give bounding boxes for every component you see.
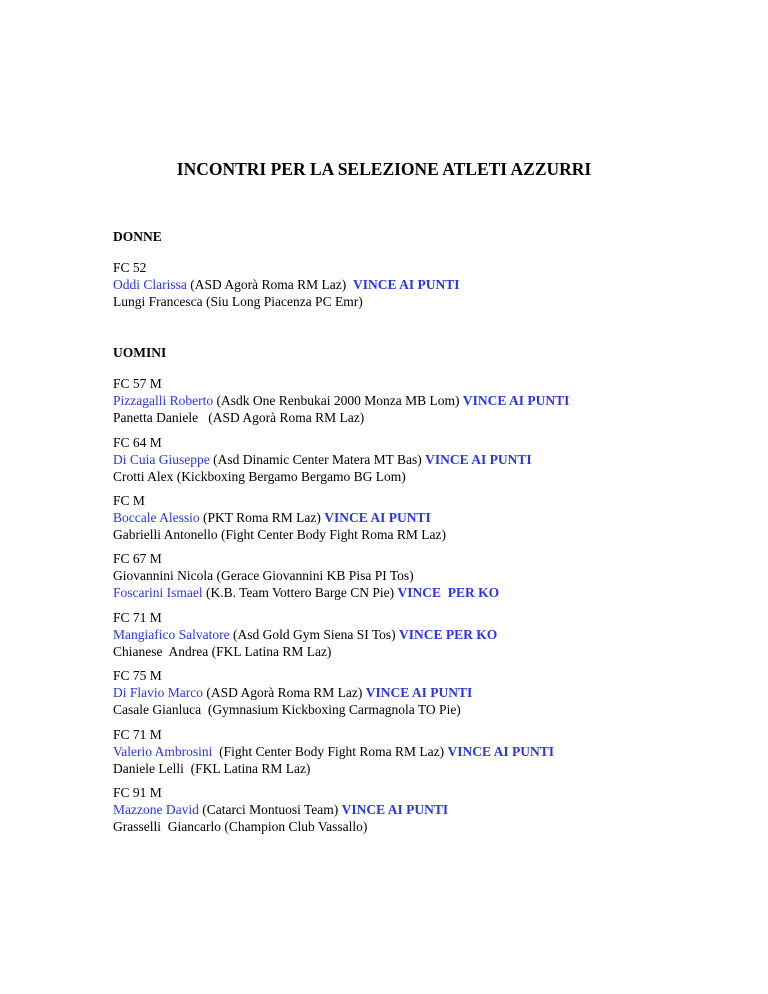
- athlete-club: Lungi Francesca (Siu Long Piacenza PC Emr): [113, 294, 363, 309]
- bout-second-line: [113, 643, 733, 660]
- bout-category: FC 57 M: [113, 376, 162, 391]
- athlete-club: Giovannini Nicola (Gerace Giovannini KB Pisa PI Tos): [113, 568, 414, 583]
- bout-entry: [113, 492, 733, 543]
- bout-second-line: [113, 584, 733, 601]
- result-label: VINCE AI PUNTI: [447, 744, 555, 759]
- result-label: VINCE AI PUNTI: [462, 393, 570, 408]
- bout-first-line: [113, 801, 733, 818]
- bout-entry: [113, 726, 733, 777]
- athlete-club: (ASD Agorà Roma RM Laz): [203, 685, 366, 700]
- bout-category: FC 71 M: [113, 727, 162, 742]
- bout-category: FC M: [113, 493, 145, 508]
- winner-name: Mazzone David: [113, 802, 199, 817]
- result-label: VINCE AI PUNTI: [324, 510, 431, 525]
- bout-second-line: [113, 760, 733, 777]
- section-heading-donne: DONNE: [113, 229, 162, 244]
- bout-entry: [113, 434, 733, 485]
- bout-second-line: [113, 293, 733, 310]
- bout-entry: [113, 375, 733, 426]
- bout-category: FC 64 M: [113, 435, 162, 450]
- athlete-club: (Fight Center Body Fight Roma RM Laz): [212, 744, 448, 759]
- bout-first-line: [113, 567, 733, 584]
- bout-category: FC 91 M: [113, 785, 162, 800]
- bout-first-line: [113, 451, 733, 468]
- bout-first-line: [113, 743, 733, 760]
- athlete-club: Casale Gianluca (Gymnasium Kickboxing Carmagnola TO Pie): [113, 702, 461, 717]
- bout-category: FC 71 M: [113, 610, 162, 625]
- athlete-club: Grasselli Giancarlo (Champion Club Vassallo): [113, 819, 368, 834]
- result-label: VINCE AI PUNTI: [341, 802, 449, 817]
- bout-second-line: [113, 409, 733, 426]
- winner-name: Di Cuia Giuseppe: [113, 452, 210, 467]
- bout-second-line: [113, 701, 733, 718]
- athlete-club: (Asd Dinamic Center Matera MT Bas): [209, 452, 426, 467]
- athlete-club: (K.B. Team Vottero Barge CN Pie): [202, 585, 398, 600]
- athlete-club: (PKT Roma RM Laz): [199, 510, 325, 525]
- bout-second-line: [113, 468, 733, 485]
- winner-name: Pizzagalli Roberto: [113, 393, 214, 408]
- bout-first-line: [113, 509, 733, 526]
- bout-category: FC 52: [113, 260, 147, 275]
- athlete-club: (ASD Agorà Roma RM Laz): [186, 277, 353, 292]
- page-title: INCONTRI PER LA SELEZIONE ATLETI AZZURRI: [176, 159, 592, 179]
- result-label: VINCE AI PUNTI: [352, 277, 460, 292]
- winner-name: Di Flavio Marco: [113, 685, 203, 700]
- athlete-club: (Catarci Montuosi Team): [198, 802, 342, 817]
- result-label: VINCE PER KO: [397, 585, 500, 600]
- winner-name: Foscarini Ismael: [113, 585, 203, 600]
- athlete-club: Gabrielli Antonello (Fight Center Body Fight Roma RM Laz): [113, 527, 446, 542]
- winner-name: Mangiafico Salvatore: [113, 627, 230, 642]
- bout-first-line: [113, 276, 733, 293]
- bout-entry: [113, 259, 733, 310]
- athlete-club: Crotti Alex (Kickboxing Bergamo Bergamo BG Lom): [113, 469, 406, 484]
- bout-first-line: [113, 392, 733, 409]
- bout-second-line: [113, 526, 733, 543]
- winner-name: Boccale Alessio: [113, 510, 200, 525]
- bout-category: FC 75 M: [113, 668, 162, 683]
- bout-category: FC 67 M: [113, 551, 162, 566]
- bout-entry: [113, 784, 733, 835]
- bout-entry: [113, 609, 733, 660]
- bout-entry: [113, 550, 733, 601]
- result-label: VINCE PER KO: [399, 627, 498, 642]
- bout-entry: [113, 667, 733, 718]
- section-heading-uomini: UOMINI: [113, 345, 167, 360]
- result-label: VINCE AI PUNTI: [365, 685, 473, 700]
- athlete-club: (Asdk One Renbukai 2000 Monza MB Lom): [213, 393, 463, 408]
- bout-first-line: [113, 626, 733, 643]
- winner-name: Oddi Clarissa: [113, 277, 187, 292]
- athlete-club: Panetta Daniele (ASD Agorà Roma RM Laz): [113, 410, 365, 425]
- winner-name: Valerio Ambrosini: [113, 744, 213, 759]
- bout-first-line: [113, 684, 733, 701]
- result-label: VINCE AI PUNTI: [425, 452, 532, 467]
- athlete-club: (Asd Gold Gym Siena SI Tos): [229, 627, 400, 642]
- bout-second-line: [113, 818, 733, 835]
- athlete-club: Daniele Lelli (FKL Latina RM Laz): [113, 761, 311, 776]
- athlete-club: Chianese Andrea (FKL Latina RM Laz): [113, 644, 332, 659]
